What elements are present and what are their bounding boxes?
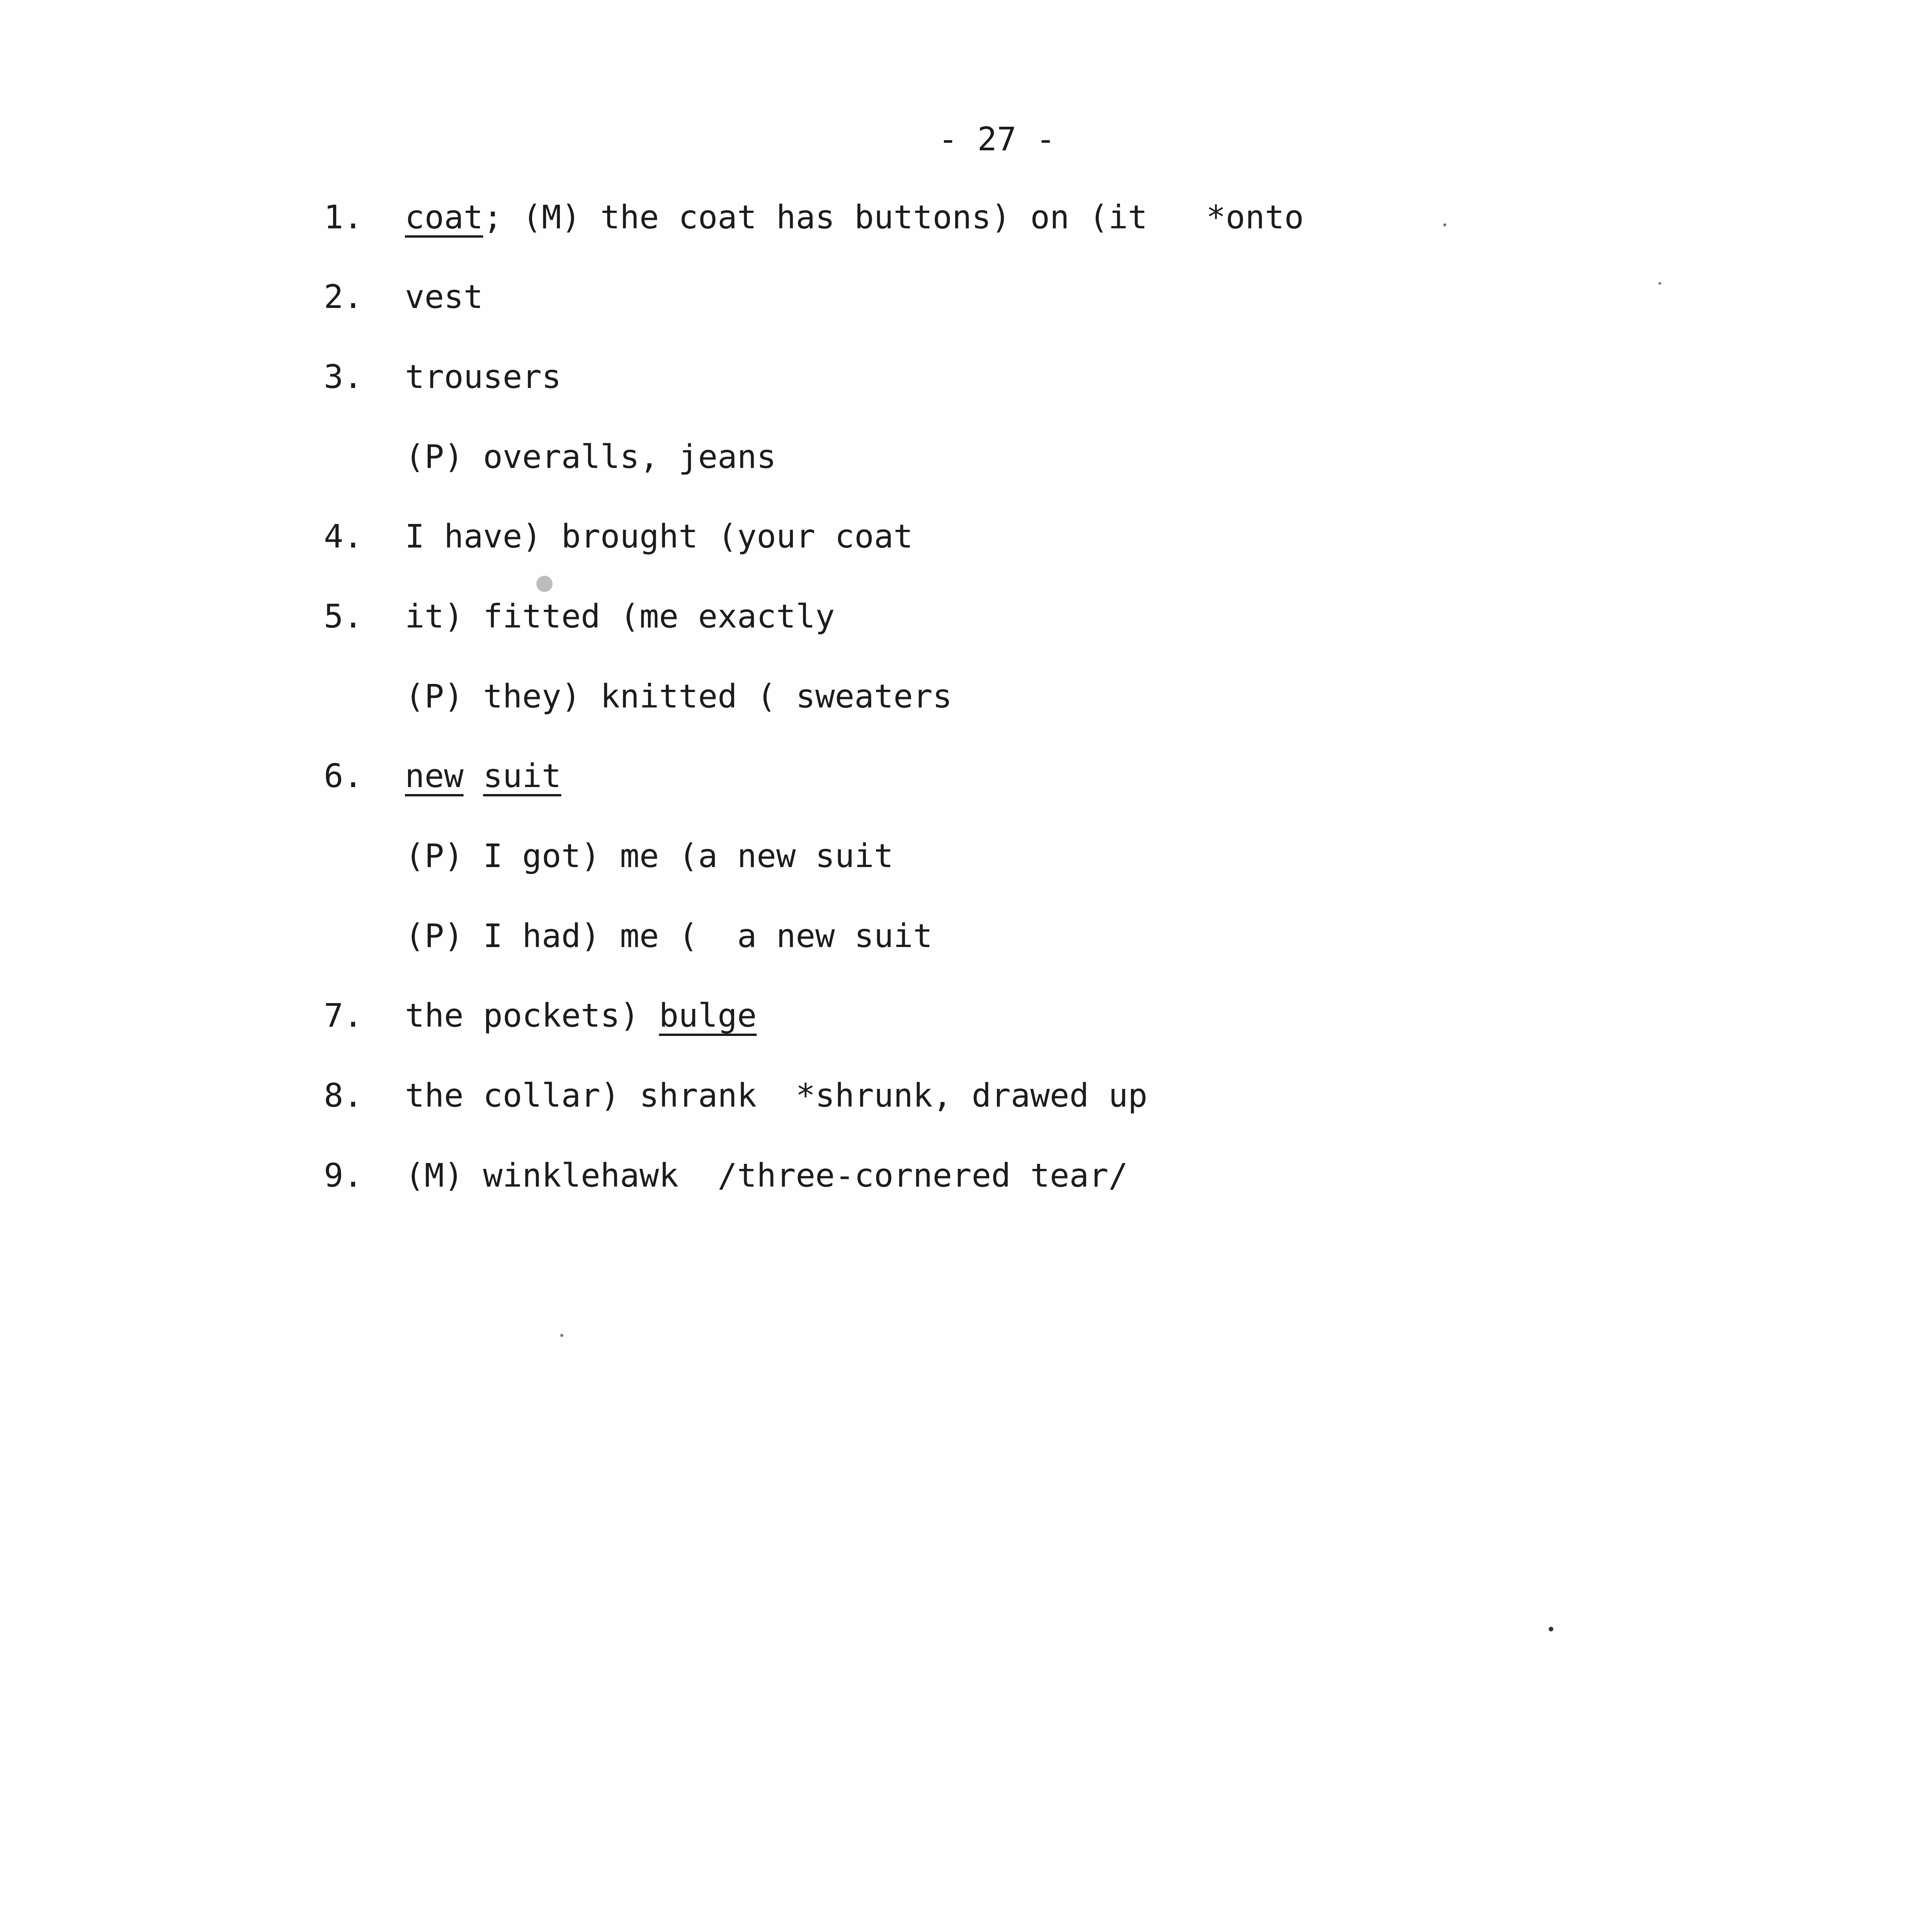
item-text: it) fitted (me exactly: [405, 597, 835, 635]
list-item: [0, 517, 1932, 566]
underlined-headword: bulge: [659, 997, 757, 1034]
list-item: [0, 1079, 1932, 1126]
subitem-text: (P) I had) me ( a new suit: [405, 917, 933, 955]
scan-speck: [1549, 1627, 1553, 1631]
list-subitem: [0, 837, 1932, 886]
scan-speck: [536, 576, 553, 592]
underlined-word-new: new: [405, 757, 464, 795]
item-number: 9.: [324, 1156, 363, 1194]
underlined-word-suit: suit: [483, 757, 561, 795]
item-number: 7.: [324, 997, 363, 1034]
list-item: [0, 278, 1932, 327]
item-text: trousers: [405, 358, 561, 396]
list-item: [0, 198, 1932, 247]
item-before: the pockets): [405, 997, 659, 1034]
underlined-headword: coat: [405, 198, 483, 236]
list-item: [0, 358, 1932, 407]
scan-speck: [1443, 223, 1446, 226]
list-item: [0, 597, 1932, 646]
list-subitem: [0, 677, 1932, 726]
item-text: [405, 999, 757, 1032]
subitem-text: (P) I got) me (a new suit: [405, 837, 894, 875]
item-number: 3.: [324, 358, 363, 396]
item-number: 6.: [324, 757, 363, 795]
list-item: [0, 757, 1932, 806]
item-number: 1.: [324, 198, 363, 236]
subitem-text: (P) they) knitted ( sweaters: [405, 677, 952, 715]
item-number: 2.: [324, 278, 363, 316]
list-item: [0, 999, 1932, 1046]
item-number: 5.: [324, 597, 363, 635]
item-rest: ; (M) the coat has buttons) on (it *onto: [483, 198, 1304, 236]
list-subitem: [0, 917, 1932, 966]
list-item: [0, 1156, 1932, 1206]
scan-speck: [560, 1334, 563, 1337]
item-text: the collar) shrank *shrunk, drawed up: [405, 1077, 1148, 1114]
item-text: vest: [405, 278, 483, 316]
subitem-text: (P) overalls, jeans: [405, 438, 776, 476]
item-number: 8.: [324, 1077, 363, 1114]
item-text: (M) winklehawk /three-cornered tear/: [405, 1156, 1128, 1194]
item-text: [405, 757, 561, 795]
page-number: - 27 -: [938, 120, 1056, 158]
item-text: I have) brought (your coat: [405, 517, 913, 555]
list-subitem: [0, 440, 1932, 487]
scan-speck: [1658, 282, 1661, 285]
item-number: 4.: [324, 517, 363, 555]
item-text: [405, 198, 1304, 236]
